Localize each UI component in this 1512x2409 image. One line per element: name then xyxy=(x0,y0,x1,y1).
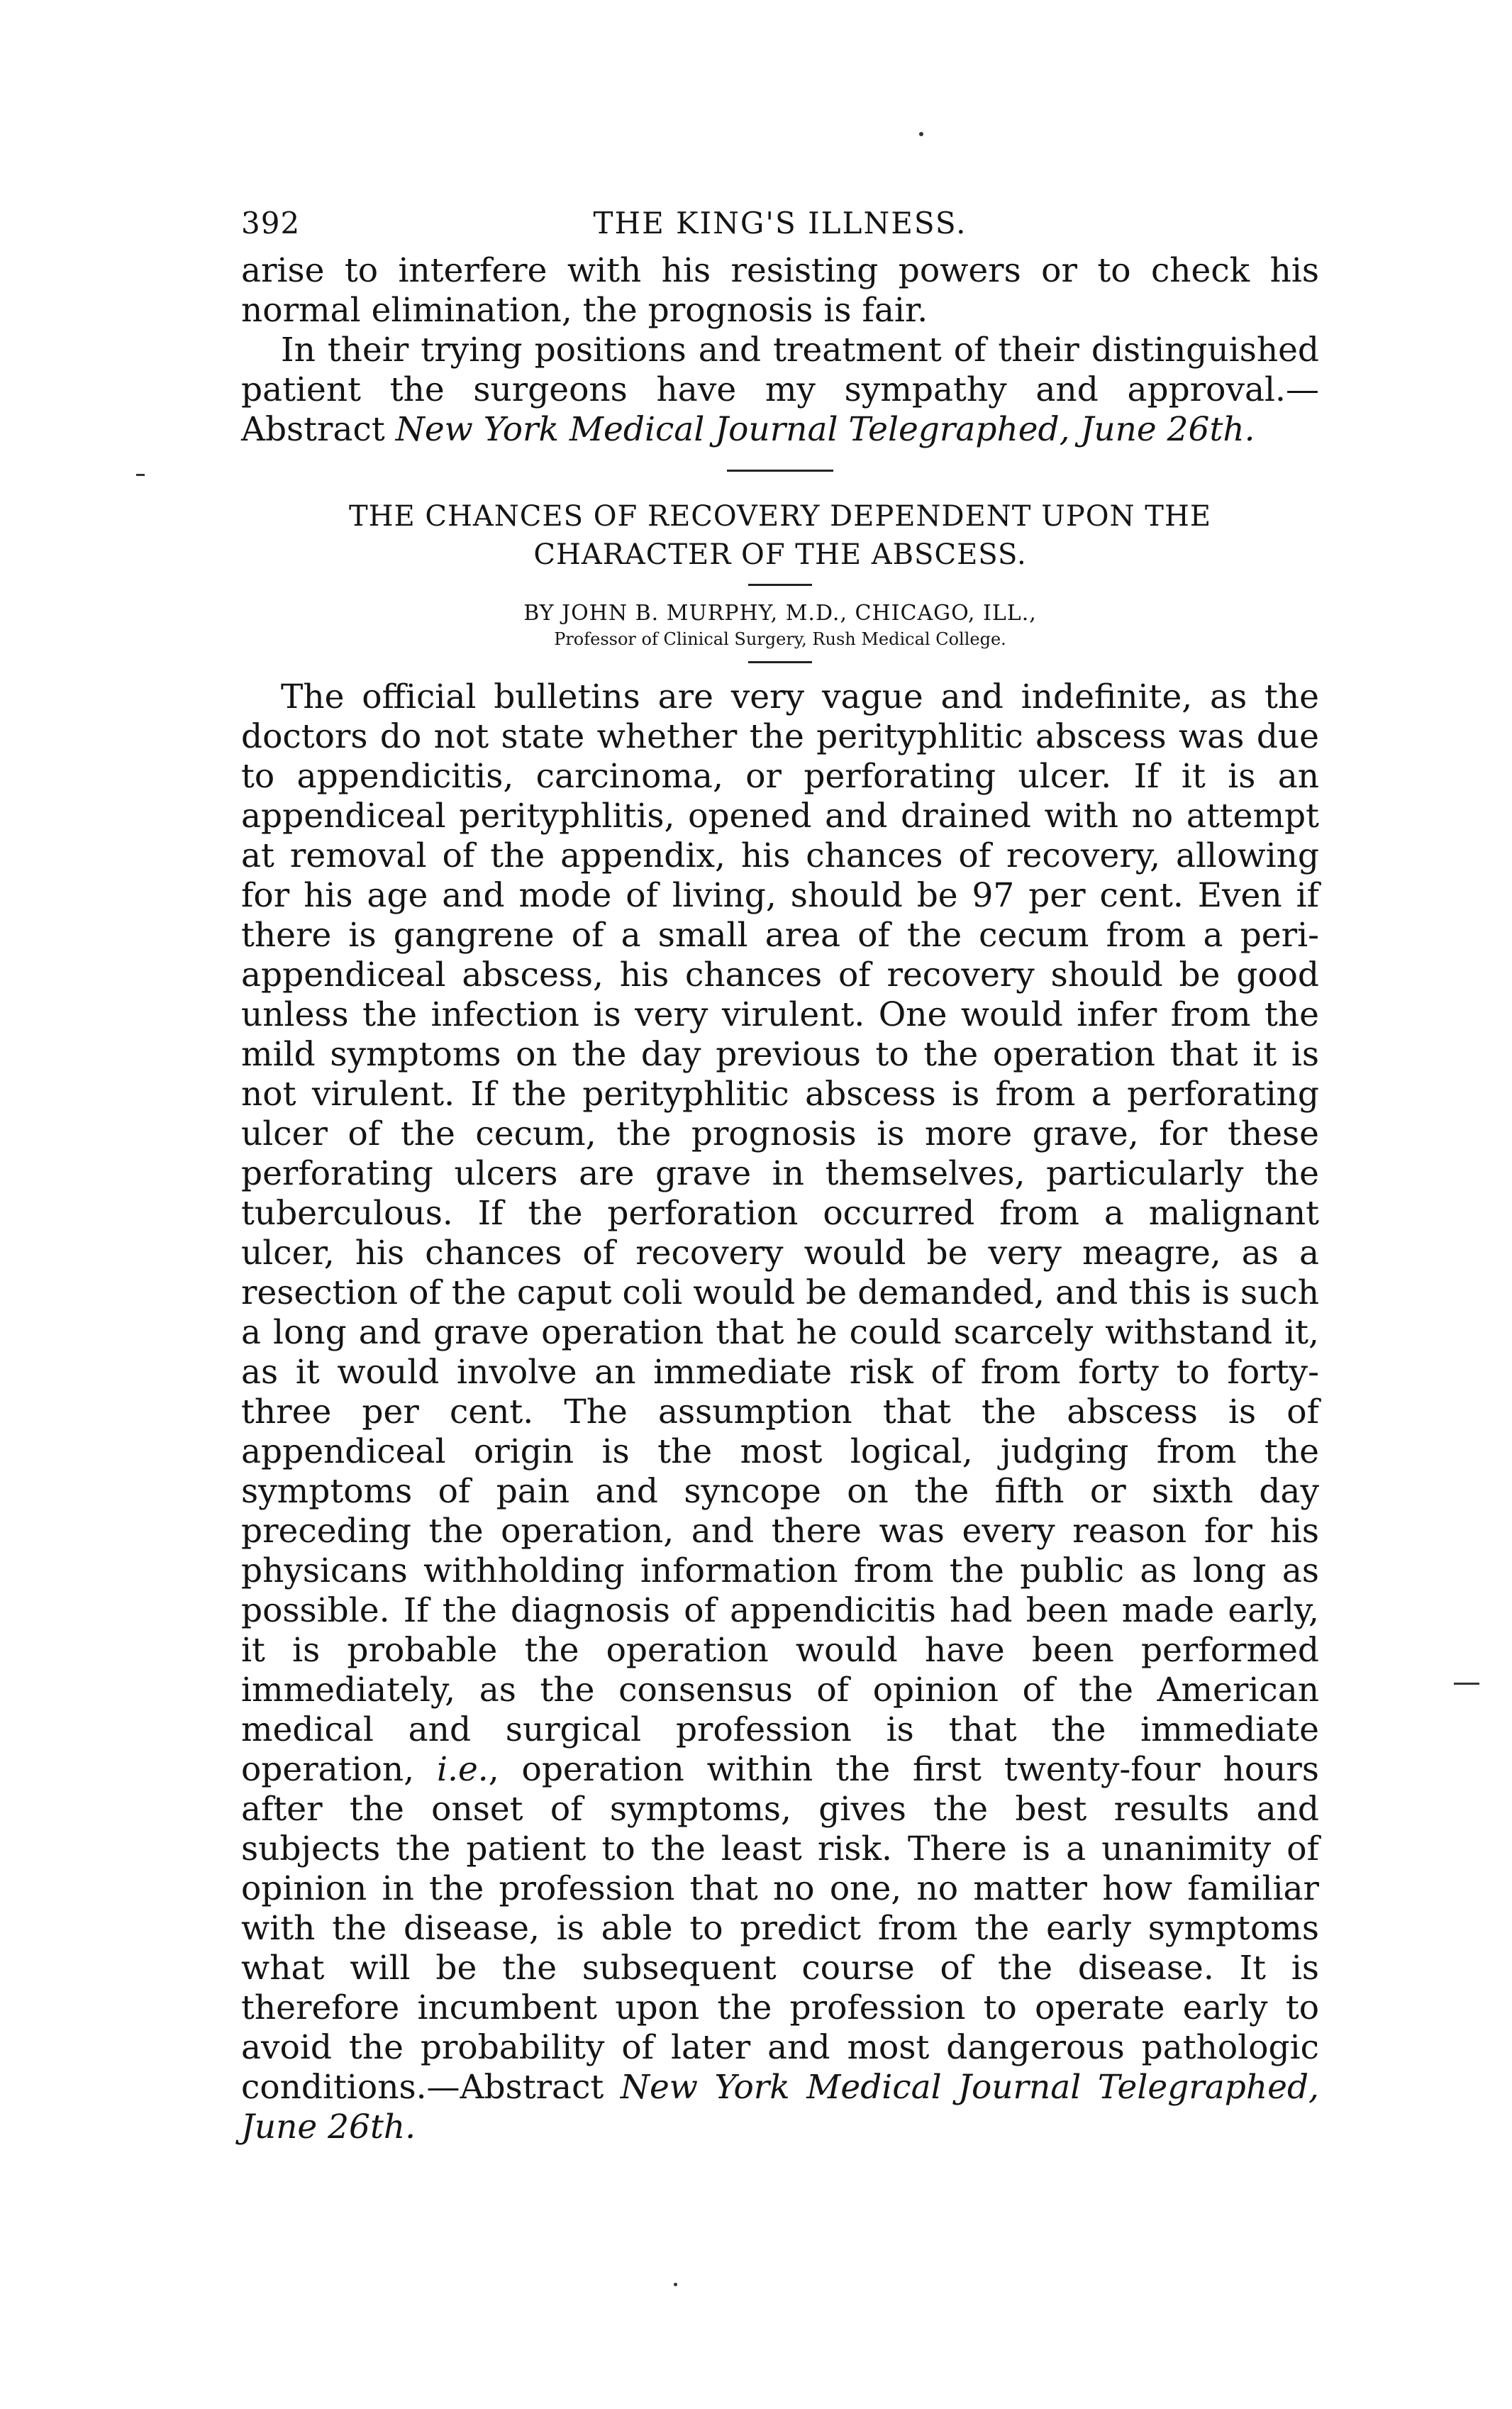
margin-mark xyxy=(1454,1683,1479,1685)
source-citation: New York Medical Journal Telegraphed, June 26th. xyxy=(395,410,1255,449)
article-paragraph xyxy=(241,677,1319,2147)
running-title: THE KING'S ILLNESS. xyxy=(593,206,967,240)
margin-mark xyxy=(674,2283,677,2286)
margin-mark xyxy=(919,132,923,136)
article-body xyxy=(241,677,1319,2147)
article-title-line-2: CHARACTER OF THE ABSCESS. xyxy=(533,538,1027,571)
article-text-part-1: The official bulletins are very vague and indefinite, as the doctors do not state whether the perityphlitic abscess was due to appendicitis, carcinoma, or perforating ulcer. If it is an appendiceal perityphlitis, opened and drained with no attempt at removal of the appendix, his chances of recovery, allowing for his age and mode of living, should be 97 per cent. Even if there is gangrene of a small area of the cecum from a peri-appendiceal abscess, his chances of recovery should be good unless the infection is very virulent. One would infer from the mild symptoms on the day previous to the operation that it is not virulent. If the perityphlitic abscess is from a perforating ulcer of the cecum, the prognosis is more grave, for these perforating ulcers are grave in themselves, particularly the tuberculous. If the perforation occurred from a malignant ulcer, his chances of recovery would be very meagre, as a resection of the caput coli would be demanded, and this is such a long and grave operation that he could scarcely withstand it, as it would involve an immediate risk of from forty to forty-three per cent. The assumption that the abscess is of appendiceal origin is the most logical, judging from the symptoms of pain and syncope on the fifth or sixth day preceding the operation, and there was every reason for his physicans withholding information from the public as long as possible. If the diagnosis of appendicitis had been made early, it is probable the operation would have been performed immediately, as the consensus of opinion of the American medical and surgical profession is that the immediate operation, xyxy=(241,677,1319,1789)
article-text-part-2: , operation within the first twenty-four hours after the onset of symptoms, gives the best results and subjects the patient to the least risk. There is a unanimity of opinion in the profession that no one, no matter how familiar with the disease, is able to predict from the early symptoms what will be the subsequent course of the disease. It is therefore incumbent upon the profession to operate early to avoid the probability of later and most dangerous pathologic conditions.—Abstract xyxy=(241,1750,1319,2107)
page-number: 392 xyxy=(241,206,301,240)
previous-article-paragraph xyxy=(241,251,1319,331)
author-byline: BY JOHN B. MURPHY, M.D., CHICAGO, ILL., xyxy=(523,601,1037,626)
section-divider xyxy=(727,470,833,472)
previous-article-closing-paragraph xyxy=(241,331,1319,450)
margin-mark xyxy=(136,474,145,476)
author-affiliation: Professor of Clinical Surgery, Rush Medical College. xyxy=(554,629,1006,649)
title-divider xyxy=(748,584,812,586)
book-page xyxy=(241,206,1319,2147)
paragraph-text: In their trying positions and treatment of their distinguished patient the surgeons have my sympathy and approval.— Abstract xyxy=(241,331,1319,449)
source-citation: New York Medical Journal Telegraphed, June 26th. xyxy=(241,2068,1319,2147)
byline-divider xyxy=(748,661,812,663)
running-head xyxy=(241,206,1319,251)
paragraph-text: arise to interfere with his resisting powers or to check his normal elimination, the prognosis is fair. xyxy=(241,251,1319,330)
ie-abbreviation: i.e. xyxy=(437,1750,489,1789)
article-title-line-1: THE CHANCES OF RECOVERY DEPENDENT UPON THE xyxy=(348,500,1212,533)
previous-article-ending xyxy=(241,251,1319,450)
